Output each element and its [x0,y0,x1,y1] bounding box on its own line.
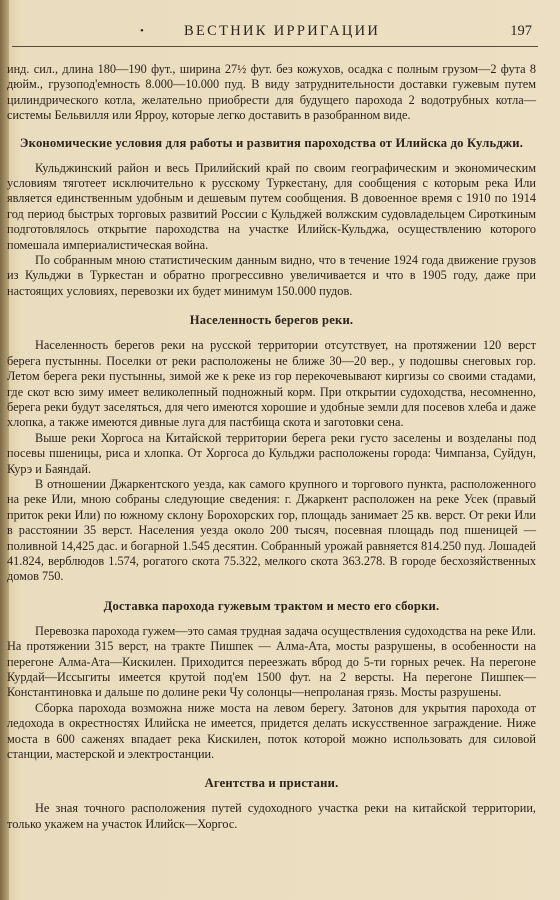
journal-title: ВЕСТНИК ИРРИГАЦИИ [184,23,381,39]
section-heading: Доставка парохода гужевым трактом и место его сборки. [103,598,440,613]
paragraph: В отношении Джаркентского уезда, как самого крупного и торгового пункта, расположенного на реке Или, мною собраны следующие сведения: г. Джаркент расположен на реке Усек (правый приток реки Или) по южному склону Борохорских гор, площадь занимает 25 кв. верст. От реки Или в расстоянии 35 верст. Населения уезда около 200 тысяч, посевная площадь под пшеницей — поливной 14,425 дас. и богарной 1.545 десятин. Собранный урожай равняется 814.250 пуд. Лошадей 41.824, верблюдов 1.574, рогатого скота 75.322, мелкого скота 363.278. В городе бесхозяйственных домов 750. [7,476,536,584]
paragraph: Сборка парохода возможна ниже моста на левом берегу. Затонов для укрытия парохода от ледохода в окрестностях Илийска не имеется, придется делать искусственное заграждение. Ниже моста в 600 саженях впадает река Кискилен, поток которой можно использовать для силовой станции, мастерской и электростанции. [7,700,536,762]
section-delivery [7,599,536,763]
header-dot: • [140,25,144,37]
section-heading: Населенность берегов реки. [189,313,354,328]
section-agencies [7,776,536,832]
section-economic-conditions [7,136,536,300]
section-population [7,313,536,585]
paragraph: Не зная точного расположения путей судоходного участка реки на китайской территории, только укажем на участок Илийск—Хоргос. [7,801,536,831]
paragraph: Кульджинский район и весь Прилийский край по своим географическим и экономическим условиям тяготеет исключительно к русскому Туркестану, для сообщения с которым река Или является единственным удобным и дешевым путем сообщения. В довоенное время с 1910 по 1914 год период быстрых торговых развитий России с Кульджей волжским судовладельцем Сироткиным подготовлялось открытие пароходства на участке Илийск-Кульджа, осуществлению которого помешала империалистическая война. [7,160,536,252]
article-body [7,62,536,832]
paragraph: Населенность берегов реки на русской территории отсутствует, на протяжении 120 верст берега пустынны. Поселки от реки расположены не ближе 30—20 вер., у подошвы снеговых гор. Летом берега реки пустынны, зимой же к реке из гор перекочевывают киргизы со своими стадами, где скот всю зиму имеет великолепный подножный корм. При открытии судоходства, несомненно, берега реки будут заселяться, для чего имеются хорошие и удобные земли для посевов хлеба и даже хлопка, а также имеются дивные луга для пастбища скота и заготовки сена. [7,338,536,430]
running-header [12,20,538,47]
section-intro [7,62,536,124]
paragraph: инд. сил., длина 180—190 фут., ширина 27½ фут. без кожухов, осадка с полным грузом—2 фута 8 дюйм., грузопод'емность 8.000—10.000 пуд. В виду затруднительности доставки гужевым путем цилиндрического котла, желательно приобрести для будущего парохода 2 водотрубных котла—системы Бельвилля или Ярроу, которые легко доставить в разобранном виде. [7,62,536,123]
paragraph: Выше реки Хоргоса на Китайской территории берега реки густо заселены и возделаны под посевы пшеницы, риса и хлопка. От Хоргоса до Кульджи расположены города: Чимпанза, Суйдун, Курэ и Баяндай. [7,430,536,476]
paragraph: По собранным мною статистическим данным видно, что в течение 1924 года движение грузов из Кульджи в Туркестан и обратно прогрессивно увеличивается и что в 1905 году, даже при настоящих условиях, перевозки их будет минимум 150.000 пудов. [7,253,536,298]
section-heading: Агентства и пристани. [204,776,339,791]
section-heading: Экономические условия для работы и развития пароходства от Илийска до Кульджи. [19,135,524,150]
paragraph: Перевозка парохода гужем—это самая трудная задача осуществления судоходства на реке Или. На протяжении 315 верст, на тракте Пишпек — Алма-Ата, мосты разрушены, в особенности на перегоне Алма-Ата—Кискилен. Приходится переезжать вброд до 5-ти горных речек. На перегоне Курдай—Иссыгиты имеется крутой под'ем 1500 фут. на 2 версты. На перегоне Пишпек—Константиновка и дальше по долине реки Чу солонцы—непроланая грязь. Мосты разрушены. [7,623,536,700]
page-number: 197 [510,23,532,39]
